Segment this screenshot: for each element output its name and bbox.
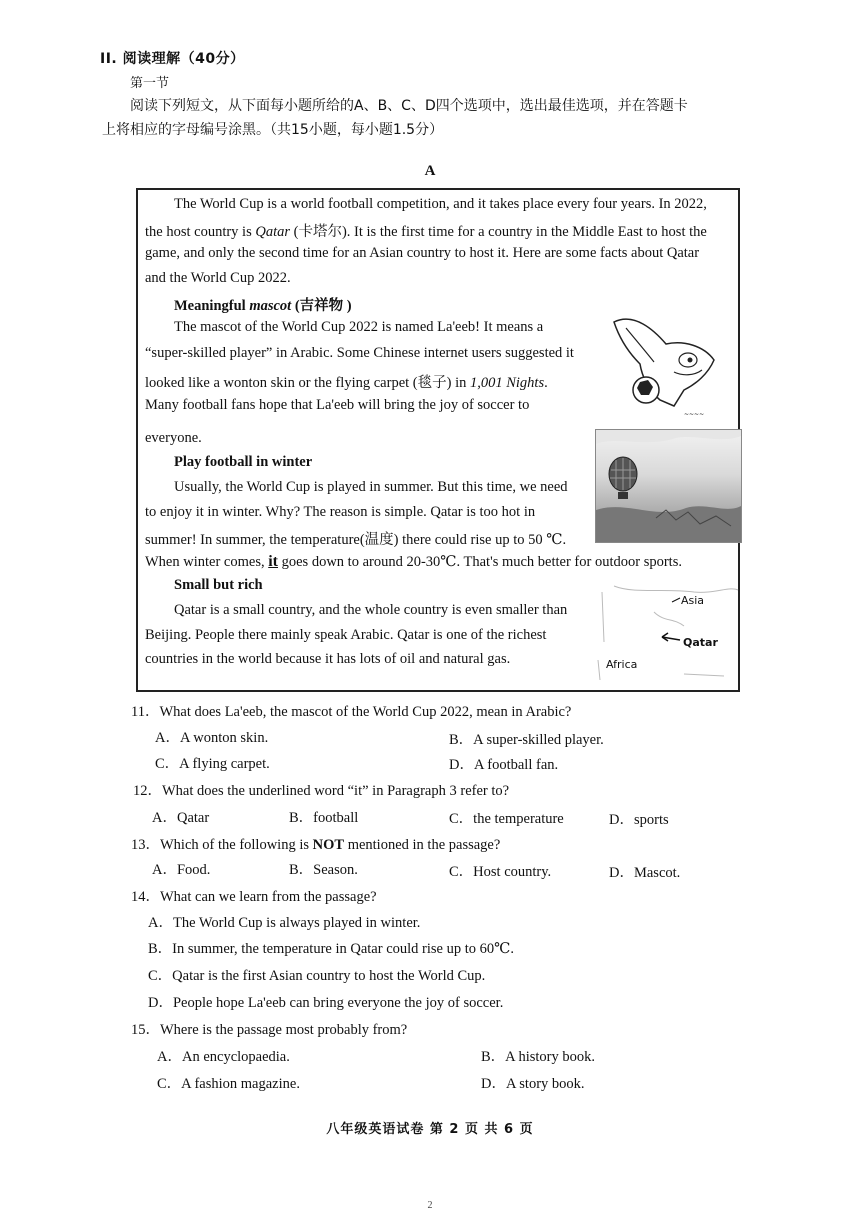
- passage-line: the host country is Qatar (卡塔尔). It is the first time for a country in the Middle East to host the: [145, 224, 707, 240]
- question-13-option-b[interactable]: B．Season.: [289, 862, 358, 878]
- instructions-line-2: 上将相应的字母编号涂黑。（共15小题，每小题1.5分）: [102, 122, 444, 138]
- passage-line: game, and only the second time for an Asian country to host it. Here are some facts about Qatar: [145, 245, 700, 261]
- passage-line: “super-skilled player” in Arabic. Some Chinese internet users suggested it: [145, 345, 574, 361]
- question-15-option-a[interactable]: A．An encyclopaedia.: [157, 1049, 290, 1065]
- map-label-qatar: Qatar: [683, 636, 718, 649]
- question-15-option-c[interactable]: C．A fashion magazine.: [157, 1076, 300, 1092]
- question-14-option-a[interactable]: A．The World Cup is always played in winter.: [148, 915, 421, 931]
- passage-line: to enjoy it in winter. Why? The reason is simple. Qatar is too hot in: [145, 504, 536, 520]
- svg-text:~~~~: ~~~~: [684, 411, 705, 418]
- passage-line: everyone.: [145, 430, 202, 446]
- passage-line: The World Cup is a world football competition, and it takes place every four years. In 2022,: [174, 196, 707, 212]
- passage-line: looked like a wonton skin or the flying carpet (毯子) in 1,001 Nights.: [145, 375, 548, 391]
- passage-line: Many football fans hope that La'eeb will bring the joy of soccer to: [145, 397, 530, 413]
- question-15-option-b[interactable]: B．A history book.: [481, 1049, 595, 1065]
- question-11-option-a[interactable]: A．A wonton skin.: [155, 730, 269, 746]
- subsection-title: 第一节: [130, 76, 170, 91]
- question-13-stem: 13．Which of the following is NOT mentioned in the passage?: [131, 837, 501, 853]
- question-15-option-d[interactable]: D．A story book.: [481, 1076, 585, 1092]
- question-13-option-d[interactable]: D．Mascot.: [609, 865, 681, 881]
- question-15-stem: 15．Where is the passage most probably from?: [131, 1022, 408, 1038]
- desert-photo: [595, 429, 742, 543]
- question-14-option-b[interactable]: B．In summer, the temperature in Qatar could rise up to 60℃.: [148, 941, 514, 957]
- passage-line: Beijing. People there mainly speak Arabic. Qatar is one of the richest: [145, 627, 547, 643]
- section-title: II. 阅读理解（40分）: [100, 51, 245, 67]
- page-number: 2: [427, 1200, 433, 1211]
- heading-mascot: Meaningful mascot (吉祥物 ): [174, 298, 352, 314]
- question-11-stem: 11．What does La'eeb, the mascot of the World Cup 2022, mean in Arabic?: [131, 704, 572, 720]
- passage-line: The mascot of the World Cup 2022 is named La'eeb! It means a: [174, 319, 544, 335]
- passage-line: Usually, the World Cup is played in summer. But this time, we need: [174, 479, 568, 495]
- question-11-option-c[interactable]: C．A flying carpet.: [155, 756, 270, 772]
- question-12-option-c[interactable]: C．the temperature: [449, 811, 564, 827]
- instructions-line-1: 阅读下列短文，从下面每小题所给的A、B、C、D四个选项中，选出最佳选项，并在答题卡: [130, 98, 688, 114]
- page-footer: 八年级英语试卷 第 2 页 共 6 页: [326, 1122, 534, 1137]
- heading-winter: Play football in winter: [174, 454, 313, 470]
- question-13-option-a[interactable]: A．Food.: [152, 862, 211, 878]
- question-12-option-a[interactable]: A．Qatar: [152, 810, 210, 826]
- map-label-asia: Asia: [681, 594, 705, 607]
- passage-line: When winter comes, it goes down to around 20-30℃. That's much better for outdoor sports.: [145, 553, 682, 570]
- question-12-option-d[interactable]: D．sports: [609, 812, 669, 828]
- question-11-option-d[interactable]: D．A football fan.: [449, 757, 559, 773]
- passage-line: summer! In summer, the temperature(温度) there could rise up to 50 ℃.: [145, 532, 567, 548]
- passage-line: and the World Cup 2022.: [145, 270, 291, 286]
- passage-line: countries in the world because it has lots of oil and natural gas.: [145, 651, 511, 667]
- question-12-stem: 12．What does the underlined word “it” in Paragraph 3 refer to?: [133, 783, 510, 799]
- question-11-option-b[interactable]: B．A super-skilled player.: [449, 732, 604, 748]
- question-14-stem: 14．What can we learn from the passage?: [131, 889, 377, 905]
- question-14-option-d[interactable]: D．People hope La'eeb can bring everyone the joy of soccer.: [148, 995, 504, 1011]
- question-13-option-c[interactable]: C．Host country.: [449, 864, 552, 880]
- map-label-africa: Africa: [606, 658, 638, 671]
- question-14-option-c[interactable]: C．Qatar is the first Asian country to host the World Cup.: [148, 968, 486, 984]
- passage-letter: A: [424, 163, 436, 179]
- passage-line: Qatar is a small country, and the whole country is even smaller than: [174, 602, 568, 618]
- mascot-illustration: [604, 310, 722, 420]
- map-illustration: [594, 582, 740, 680]
- question-12-option-b[interactable]: B．football: [289, 810, 359, 826]
- heading-small-rich: Small but rich: [174, 577, 263, 593]
